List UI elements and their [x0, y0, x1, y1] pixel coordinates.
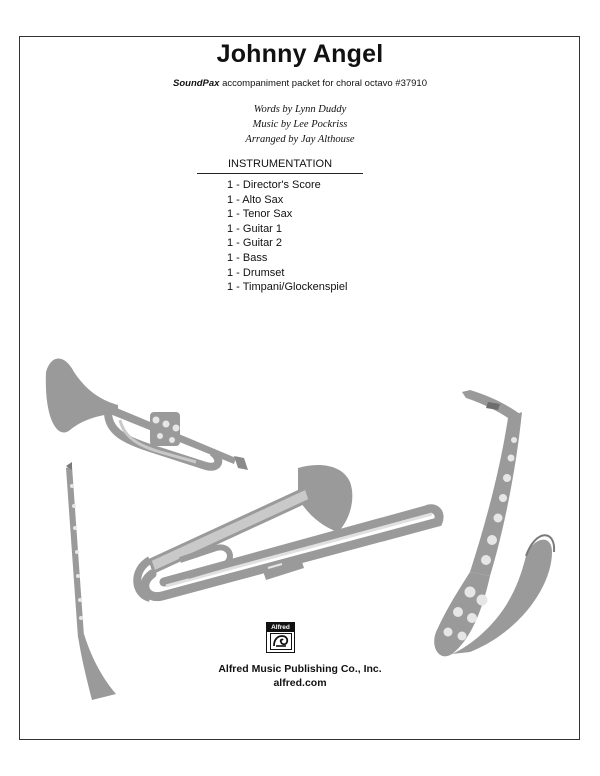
instrumentation-heading: INSTRUMENTATION: [197, 158, 363, 174]
brand-name: SoundPax: [173, 78, 220, 89]
saxophone-icon: [434, 390, 554, 656]
list-item: 1 - Tenor Sax: [227, 208, 293, 221]
alfred-mark-icon: [270, 633, 292, 650]
subtitle-text: accompaniment packet for choral octavo #37910: [219, 78, 427, 89]
words-credit: Words by Lynn Duddy: [253, 104, 347, 115]
list-item: 1 - Drumset: [227, 266, 285, 279]
list-item: 1 - Director's Score: [227, 179, 321, 191]
music-credit: Music by Lee Pockriss: [252, 119, 348, 130]
arranger-credit: Arranged by Jay Althouse: [245, 134, 355, 145]
trombone-icon: [137, 465, 439, 598]
trumpet-icon: [46, 358, 248, 470]
list-item: 1 - Bass: [227, 251, 268, 264]
logo-label: Alfred: [267, 623, 294, 632]
website-link[interactable]: alfred.com: [273, 677, 327, 689]
publisher-name: Alfred Music Publishing Co., Inc.: [218, 663, 382, 675]
alfred-logo: [266, 622, 295, 653]
list-item: 1 - Guitar 2: [227, 237, 283, 250]
page-title: Johnny Angel: [216, 40, 384, 68]
list-item: 1 - Guitar 1: [227, 222, 283, 235]
list-item: 1 - Timpani/Glockenspiel: [227, 281, 348, 294]
list-item: 1 - Alto Sax: [227, 193, 284, 206]
